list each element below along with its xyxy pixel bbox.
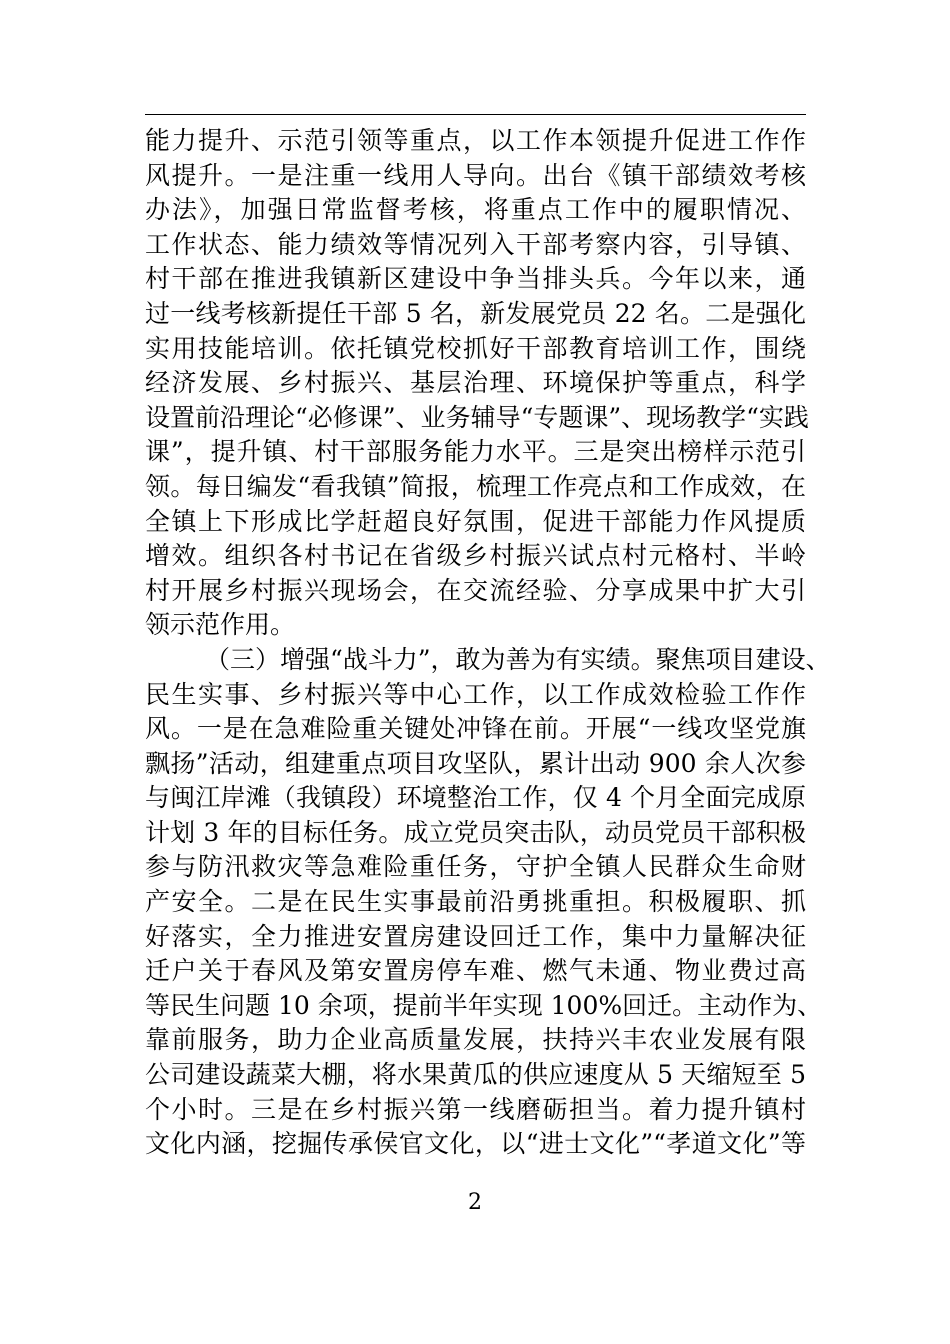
text-line: 好落实，全力推进安置房建设回迁工作，集中力量解决征 — [145, 921, 806, 951]
text-line: 参与防汛救灾等急难险重任务，守护全镇人民群众生命财 — [145, 852, 806, 882]
text-line: 靠前服务，助力企业高质量发展，扶持兴丰农业发展有限 — [145, 1025, 806, 1055]
text-line: 办法》，加强日常监督考核，将重点工作中的履职情况、 — [145, 195, 806, 225]
text-line: 民生实事、乡村振兴等中心工作，以工作成效检验工作作 — [145, 679, 806, 709]
text-line: 迁户关于春风及第安置房停车难、燃气未通、物业费过高 — [145, 956, 806, 986]
page-number: 2 — [468, 1190, 482, 1215]
text-line: 等民生问题 10 余项，提前半年实现 100%回迁。主动作为、 — [145, 990, 823, 1020]
text-line: 风。一是在急难险重关键处冲锋在前。开展“一线攻坚党旗 — [145, 714, 806, 744]
text-line: 实用技能培训。依托镇党校抓好干部教育培训工作，围绕 — [145, 333, 806, 363]
text-line: 设置前沿理论“必修课”、业务辅导“专题课”、现场教学“实践 — [145, 402, 809, 432]
text-line: 公司建设蔬菜大棚，将水果黄瓜的供应速度从 5 天缩短至 5 — [145, 1060, 806, 1090]
text-line: 领示范作用。 — [145, 610, 296, 640]
text-line: 工作状态、能力绩效等情况列入干部考察内容，引导镇、 — [145, 229, 806, 259]
text-line: 增效。组织各村书记在省级乡村振兴试点村元格村、半岭 — [145, 541, 806, 571]
text-line: 村干部在推进我镇新区建设中争当排头兵。今年以来，通 — [145, 264, 806, 294]
section-heading-line: （三）增强“战斗力”，敢为善为有实绩。聚焦项目建设、 — [205, 644, 831, 674]
text-line: 能力提升、示范引领等重点，以工作本领提升促进工作作 — [145, 126, 806, 155]
text-line: 产安全。二是在民生实事最前沿勇挑重担。积极履职、抓 — [145, 887, 806, 917]
text-line: 计划 3 年的目标任务。成立党员突击队，动员党员干部积极 — [145, 817, 806, 847]
text-line: 经济发展、乡村振兴、基层治理、环境保护等重点，科学 — [145, 368, 806, 398]
text-line: 风提升。一是注重一线用人导向。出台《镇干部绩效考核 — [145, 160, 806, 190]
text-line: 文化内涵，挖掘传承侯官文化，以“进士文化”“孝道文化”等 — [145, 1129, 806, 1159]
text-line: 与闽江岸滩（我镇段）环境整治工作，仅 4 个月全面完成原 — [145, 783, 806, 813]
text-line: 村开展乡村振兴现场会，在交流经验、分享成果中扩大引 — [145, 575, 806, 605]
text-line: 全镇上下形成比学赶超良好氛围，促进干部能力作风提质 — [145, 506, 806, 536]
text-line: 过一线考核新提任干部 5 名，新发展党员 22 名。二是强化 — [145, 298, 806, 328]
header-rule — [145, 114, 806, 115]
text-line: 个小时。三是在乡村振兴第一线磨砺担当。着力提升镇村 — [145, 1094, 806, 1124]
text-line: 飘扬”活动，组建重点项目攻坚队，累计出动 900 余人次参 — [145, 748, 806, 778]
body-text — [145, 124, 831, 1162]
text-line: 领。每日编发“看我镇”简报，梳理工作亮点和工作成效，在 — [145, 471, 806, 501]
text-line: 课”，提升镇、村干部服务能力水平。三是突出榜样示范引 — [145, 437, 806, 467]
